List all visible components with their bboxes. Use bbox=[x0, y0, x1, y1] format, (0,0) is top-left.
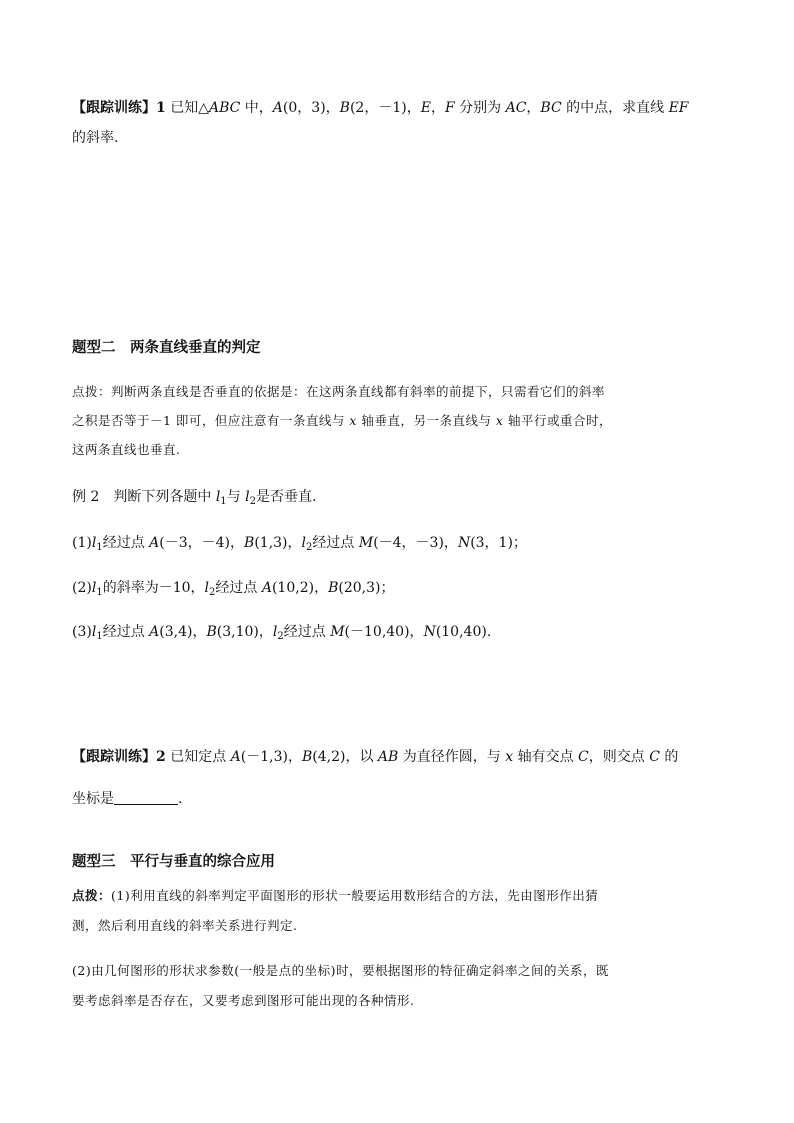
section-2-hint-line-2: 之积是否等于－1 即可，但应注意有一条直线与 x 轴垂直，另一条直线与 x 轴平行或重合时， bbox=[72, 413, 612, 428]
training-2-line-2: 坐标是 . bbox=[72, 791, 183, 807]
training-2 bbox=[72, 746, 728, 806]
section-3-heading: 题型三 平行与垂直的综合应用 bbox=[72, 853, 275, 870]
section-2-heading: 题型二 两条直线垂直的判定 bbox=[72, 339, 261, 356]
answer-blank[interactable] bbox=[114, 790, 178, 805]
training-1-line-1: 【跟踪训练】1 已知△ABC 中，A(0，3)，B(2，－1)，E，F 分别为 AC，BC 的中点，求直线 EF bbox=[72, 100, 689, 116]
section-2-hint: 点拨：判断两条直线是否垂直的依据是：在这两条直线都有斜率的前提下，只需看它们的斜率 之积是否等于－1 即可，但应注意有一条直线与 x 轴垂直，另一条直线与 x 轴平行或重合时， 这两条直线也垂直. bbox=[72, 384, 612, 457]
training-1 bbox=[72, 97, 728, 147]
training-1-line-2: 的斜率. bbox=[72, 130, 119, 146]
example-2-part-3: $(3)l_1$经过点 A(3,4)，B(3,10)，$l_2$经过点 M(－10,40)，N(10,40). bbox=[72, 624, 492, 642]
example-2-title: 例 2 判断下列各题中 $l_1$与 $l_2$是否垂直. bbox=[72, 489, 317, 507]
section-3-hint-2: (2)由几何图形的形状求参数(一般是点的坐标)时，要根据图形的特征确定斜率之间的关系，既 要考虑斜率是否存在，又要考虑到图形可能出现的各种情形. bbox=[72, 963, 609, 1008]
example-2-part-2: $(2)l_1$的斜率为－10，$l_2$经过点 A(10,2)，B(20,3)； bbox=[72, 580, 395, 598]
training-2-tag: 【跟踪训练】2 bbox=[72, 749, 166, 765]
section-3-hint-1: 点拨：(1)利用直线的斜率判定平面图形的形状一般要运用数形结合的方法，先由图形作出猜 测，然后利用直线的斜率关系进行判定. bbox=[72, 888, 599, 933]
training-2-line-1: 【跟踪训练】2 已知定点 A(－1,3)，B(4,2)，以 AB 为直径作圆，与 x 轴有交点 C，则交点 C 的 bbox=[72, 749, 679, 765]
training-1-tag: 【跟踪训练】1 bbox=[72, 100, 166, 116]
example-2-part-1: $(1)l_1$经过点 A(－3，－4)，B(1,3)，$l_2$经过点 M(－4，－3)，N(3，1)； bbox=[72, 535, 527, 553]
